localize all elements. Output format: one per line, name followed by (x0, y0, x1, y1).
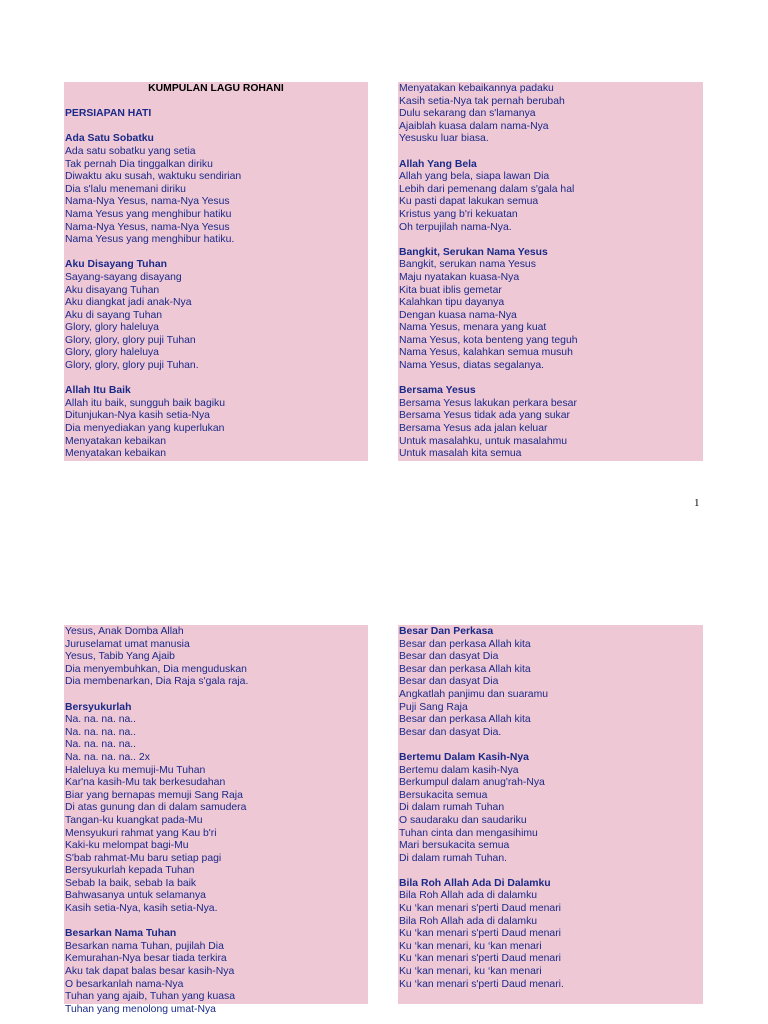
song-line: Glory, glory haleluya (65, 347, 159, 359)
song-panel-bottom-right (398, 625, 703, 1004)
song-line: Haleluya ku memuji-Mu Tuhan (65, 764, 206, 776)
song-title: Allah Itu Baik (65, 385, 131, 397)
song-line: Kemurahan-Nya besar tiada terkira (65, 953, 227, 965)
song-line: Bersama Yesus tidak ada yang sukar (399, 410, 570, 422)
song-line: Besar dan perkasa Allah kita (399, 638, 531, 650)
song-line: Bersyukurlah kepada Tuhan (65, 865, 195, 877)
song-line: Besar dan perkasa Allah kita (399, 714, 531, 726)
song-line: Dia menyembuhkan, Dia menguduskan (65, 663, 247, 675)
song-line: Sayang-sayang disayang (65, 271, 182, 283)
song-title: Bangkit, Serukan Nama Yesus (399, 246, 548, 258)
song-line: Aku disayang Tuhan (65, 284, 160, 296)
song-line: Aku diangkat jadi anak-Nya (65, 297, 192, 309)
blank-line (64, 373, 368, 386)
song-line: Mensyukuri rahmat yang Kau b'ri (65, 827, 217, 839)
blank-line (398, 373, 703, 386)
song-line: Bangkit, serukan nama Yesus (399, 259, 536, 271)
song-line: Tuhan yang menolong umat-Nya (65, 1003, 216, 1015)
song-line: O saudaraku dan saudariku (399, 814, 527, 826)
song-line: Na. na. na. na.. 2x (65, 751, 150, 763)
song-line: Na. na. na. na.. (65, 739, 137, 751)
blank-line (398, 146, 703, 159)
song-line: Kristus yang b'ri kekuatan (399, 208, 518, 220)
song-line: Besarkan nama Tuhan, pujilah Dia (65, 940, 224, 952)
song-line: Allah yang bela, siapa lawan Dia (399, 171, 550, 183)
page-number: 1 (694, 497, 700, 509)
song-line: Kita buat iblis gemetar (399, 284, 502, 296)
song-line: Tangan-ku kuangkat pada-Mu (65, 814, 203, 826)
song-line: Bila Roh Allah ada di dalamku (399, 915, 538, 927)
song-line: Bertemu dalam kasih-Nya (399, 764, 519, 776)
section-title: PERSIAPAN HATI (65, 108, 152, 120)
song-line: Dia s'lalu menemani diriku (65, 183, 186, 195)
song-line: Sebab Ia baik, sebab Ia baik (65, 877, 197, 889)
song-line: Ku ‘kan menari, ku ‘kan menari (399, 966, 542, 978)
song-title: Bersama Yesus (399, 385, 476, 397)
blank-line (64, 916, 368, 929)
song-line: Di dalam rumah Tuhan. (399, 852, 508, 864)
song-line: Bila Roh Allah ada di dalamku (399, 890, 538, 902)
song-line: Nama Yesus yang menghibur hatiku (65, 208, 232, 220)
song-line: Glory, glory haleluya (65, 322, 159, 334)
song-line: Dulu sekarang dan s'lamanya (399, 108, 536, 120)
song-line: Yesus, Tabib Yang Ajaib (65, 651, 175, 663)
song-title: Besar Dan Perkasa (399, 626, 494, 637)
song-line: Juruselamat umat manusia (65, 638, 190, 650)
song-line: Glory, glory, glory puji Tuhan (65, 334, 196, 346)
song-line: Ku ‘kan menari s'perti Daud menari. (399, 978, 564, 990)
blank-line (64, 689, 368, 702)
song-line: Nama Yesus, kota benteng yang teguh (399, 334, 578, 346)
blank-line (398, 234, 703, 247)
song-line: Ku pasti dapat lakukan semua (399, 196, 539, 208)
song-line: Ada satu sobatku yang setia (65, 145, 196, 157)
song-line: Dia menyediakan yang kuperlukan (65, 423, 225, 435)
song-line: S'bab rahmat-Mu baru setiap pagi (65, 852, 222, 864)
song-line: Ku ‘kan menari s'perti Daud menari (399, 928, 561, 940)
song-line: Oh terpujilah nama-Nya. (399, 221, 512, 233)
song-line: Na. na. na. na.. (65, 726, 137, 738)
song-line: Nama Yesus, diatas segalanya. (399, 360, 544, 372)
song-line: Dia membenarkan, Dia Raja s'gala raja. (65, 676, 249, 688)
song-line: Tuhan yang ajaib, Tuhan yang kuasa (65, 991, 236, 1003)
song-line: Untuk masalah kita semua (399, 448, 522, 460)
song-line: Allah itu baik, sungguh baik bagiku (65, 397, 226, 409)
blank-line (64, 96, 368, 109)
song-line: Berkumpul dalam anug'rah-Nya (399, 777, 545, 789)
song-title: Bertemu Dalam Kasih-Nya (399, 751, 529, 763)
song-line: Glory, glory, glory puji Tuhan. (65, 360, 199, 372)
song-line: Di dalam rumah Tuhan (399, 802, 505, 814)
song-line: Ku ‘kan menari, ku ‘kan menari (399, 940, 542, 952)
song-line: Diwaktu aku susah, waktuku sendirian (65, 171, 242, 183)
blank-line (398, 865, 703, 878)
song-line: Tak pernah Dia tinggalkan diriku (65, 158, 213, 170)
song-line: Ajaiblah kuasa dalam nama-Nya (399, 120, 549, 132)
song-title: Aku Disayang Tuhan (65, 259, 167, 271)
song-line: Ku ‘kan menari s'perti Daud menari (399, 953, 561, 965)
song-line: Bersama Yesus ada jalan keluar (399, 423, 548, 435)
song-line: Kaki-ku melompat bagi-Mu (65, 840, 189, 852)
song-line: Menyatakan kebaikannya padaku (399, 83, 554, 94)
song-panel-top-right (398, 82, 703, 461)
blank-line (64, 121, 368, 134)
song-line: Kasih setia-Nya tak pernah berubah (399, 95, 565, 107)
song-line: Bahwasanya untuk selamanya (65, 890, 206, 902)
song-line: Lebih dari pemenang dalam s'gala hal (399, 183, 575, 195)
song-line: Yesusku luar biasa. (399, 133, 489, 145)
song-title: Bersyukurlah (65, 701, 132, 713)
song-line: Untuk masalahku, untuk masalahmu (399, 435, 568, 447)
song-line: Nama-Nya Yesus, nama-Nya Yesus (65, 196, 230, 208)
song-line: Besar dan dasyat Dia (399, 676, 499, 688)
song-line: Besar dan dasyat Dia (399, 651, 499, 663)
song-line: Tuhan cinta dan mengasihimu (399, 827, 538, 839)
song-line: Aku tak dapat balas besar kasih-Nya (65, 966, 235, 978)
song-line: Yesus, Anak Domba Allah (65, 626, 184, 637)
song-line: Nama Yesus yang menghibur hatiku. (65, 234, 235, 246)
song-line: Nama-Nya Yesus, nama-Nya Yesus (65, 221, 230, 233)
song-line: Di atas gunung dan di dalam samudera (65, 802, 247, 814)
document-title: KUMPULAN LAGU ROHANI (148, 83, 284, 94)
blank-line (64, 247, 368, 260)
song-line: Dengan kuasa nama-Nya (399, 309, 517, 321)
song-line: Kar'na kasih-Mu tak berkesudahan (65, 777, 226, 789)
song-line: Puji Sang Raja (399, 701, 468, 713)
song-title: Bila Roh Allah Ada Di Dalamku (399, 877, 551, 889)
song-line: Kasih setia-Nya, kasih setia-Nya. (65, 903, 218, 915)
song-line: Aku di sayang Tuhan (65, 309, 163, 321)
song-title: Ada Satu Sobatku (65, 133, 154, 145)
song-line: Biar yang bernapas memuji Sang Raja (65, 789, 243, 801)
song-line: Menyatakan kebaikan (65, 448, 167, 460)
blank-line (398, 739, 703, 752)
song-line: Besar dan dasyat Dia. (399, 726, 502, 738)
song-line: Menyatakan kebaikan (65, 435, 167, 447)
song-line: Bersama Yesus lakukan perkara besar (399, 397, 577, 409)
song-line: Besar dan perkasa Allah kita (399, 663, 531, 675)
song-line: Angkatlah panjimu dan suaramu (399, 688, 549, 700)
song-title: Besarkan Nama Tuhan (65, 928, 177, 940)
song-line: Ku ‘kan menari s'perti Daud menari (399, 903, 561, 915)
song-line: Bersukacita semua (399, 789, 488, 801)
song-line: O besarkanlah nama-Nya (65, 978, 184, 990)
song-line: Mari bersukacita semua (399, 840, 510, 852)
song-panel-bottom-left (64, 625, 368, 1015)
song-line: Nama Yesus, kalahkan semua musuh (399, 347, 573, 359)
song-title: Allah Yang Bela (399, 158, 477, 170)
song-panel-top-left (64, 82, 368, 461)
song-line: Kalahkan tipu dayanya (399, 297, 505, 309)
song-line: Na. na. na. na.. (65, 714, 137, 726)
song-line: Maju nyatakan kuasa-Nya (399, 271, 520, 283)
song-line: Ditunjukan-Nya kasih setia-Nya (65, 410, 210, 422)
song-line: Nama Yesus, menara yang kuat (399, 322, 547, 334)
